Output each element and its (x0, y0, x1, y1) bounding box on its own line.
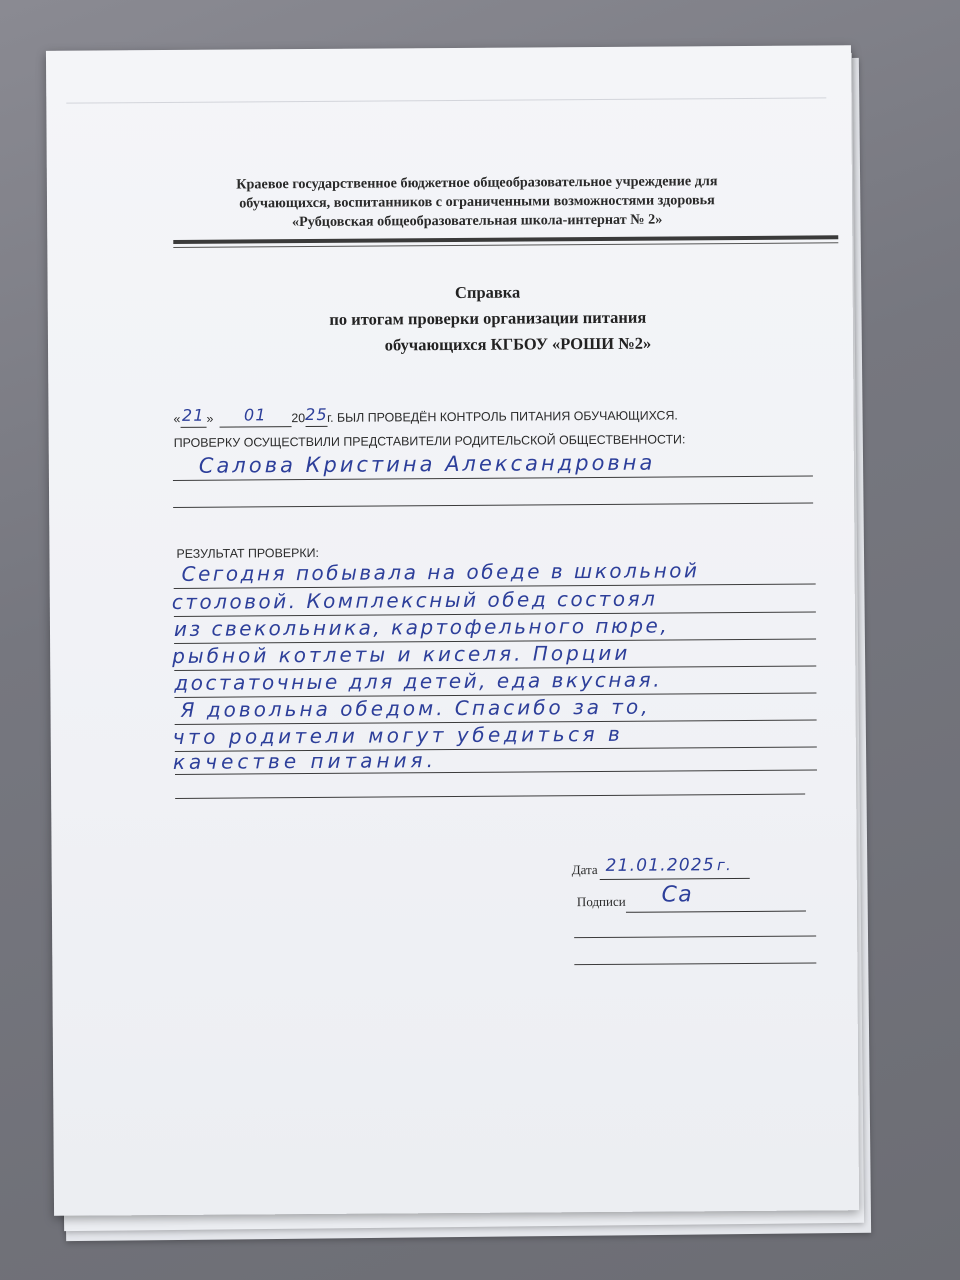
inspector-rule-2 (173, 502, 813, 507)
organization-header (167, 172, 787, 233)
result-line-2: столовой. Комплексный обед состоял (171, 586, 658, 614)
control-statement: г. БЫЛ ПРОВЕДЁН КОНТРОЛЬ ПИТАНИЯ ОБУЧАЮЩИХСЯ. (327, 408, 678, 425)
year-field (305, 404, 328, 427)
result-line-3: из свекольника, картофельного пюре, (173, 613, 670, 641)
day-field (180, 405, 206, 428)
signatures-label: Подписи (576, 893, 626, 910)
control-date-line (173, 404, 677, 428)
document-sheet (46, 45, 859, 1216)
date-label: Дата (571, 861, 598, 878)
sheet-edge-mark (66, 97, 826, 103)
title-line-2: по итогам проверки организации питания (329, 307, 647, 329)
org-line-1: Краевое государственное бюджетное общеобразовательное учреждение для (236, 173, 718, 193)
result-rule-9 (175, 794, 805, 799)
month-value: 01 (243, 405, 267, 425)
result-line-4: рыбной котлеты и киселя. Порции (172, 640, 631, 668)
signature-field (626, 882, 806, 913)
result-line-1: Сегодня побывала на обеде в школьной (181, 558, 700, 586)
year-prefix: 20 (291, 411, 306, 426)
signature-mark: Са (661, 882, 693, 908)
result-label: РЕЗУЛЬТАТ ПРОВЕРКИ: (176, 545, 319, 561)
date-suffix: г. (716, 856, 733, 875)
date-line (571, 855, 750, 880)
inspector-name: Салова Кристина Александровна (198, 450, 656, 478)
quote-open: « (173, 411, 181, 426)
day-value: 21 (181, 405, 205, 425)
inspectors-label: ПРОВЕРКУ ОСУЩЕСТВИЛИ ПРЕДСТАВИТЕЛИ РОДИТЕЛЬСКОЙ ОБЩЕСТВЕННОСТИ: (173, 432, 686, 450)
date-field (600, 855, 750, 880)
quote-close: » (206, 411, 214, 426)
date-value: 21.01.2025 (605, 855, 715, 876)
document-title (248, 278, 729, 359)
result-line-7: что родители могут убедиться в (172, 721, 624, 749)
result-line-6: Я довольна обедом. Спасибо за то, (180, 694, 651, 722)
title-line-3: обучающихся КГБОУ «РОШИ №2» (384, 333, 652, 355)
title-line-1: Справка (454, 282, 521, 302)
signature-rule-2 (574, 935, 816, 938)
org-line-3: «Рубцовская общеобразовательная школа-интернат № 2» (291, 211, 663, 231)
year-value: 25 (305, 404, 328, 425)
month-field (219, 407, 291, 428)
signature-rule-3 (574, 962, 816, 965)
result-line-5: достаточные для детей, еда вкусная. (174, 667, 663, 695)
result-line-8: качестве питания. (172, 748, 437, 774)
org-line-2: обучающихся, воспитанников с ограниченными возможностями здоровья (239, 192, 715, 212)
signatures-block (576, 882, 806, 914)
